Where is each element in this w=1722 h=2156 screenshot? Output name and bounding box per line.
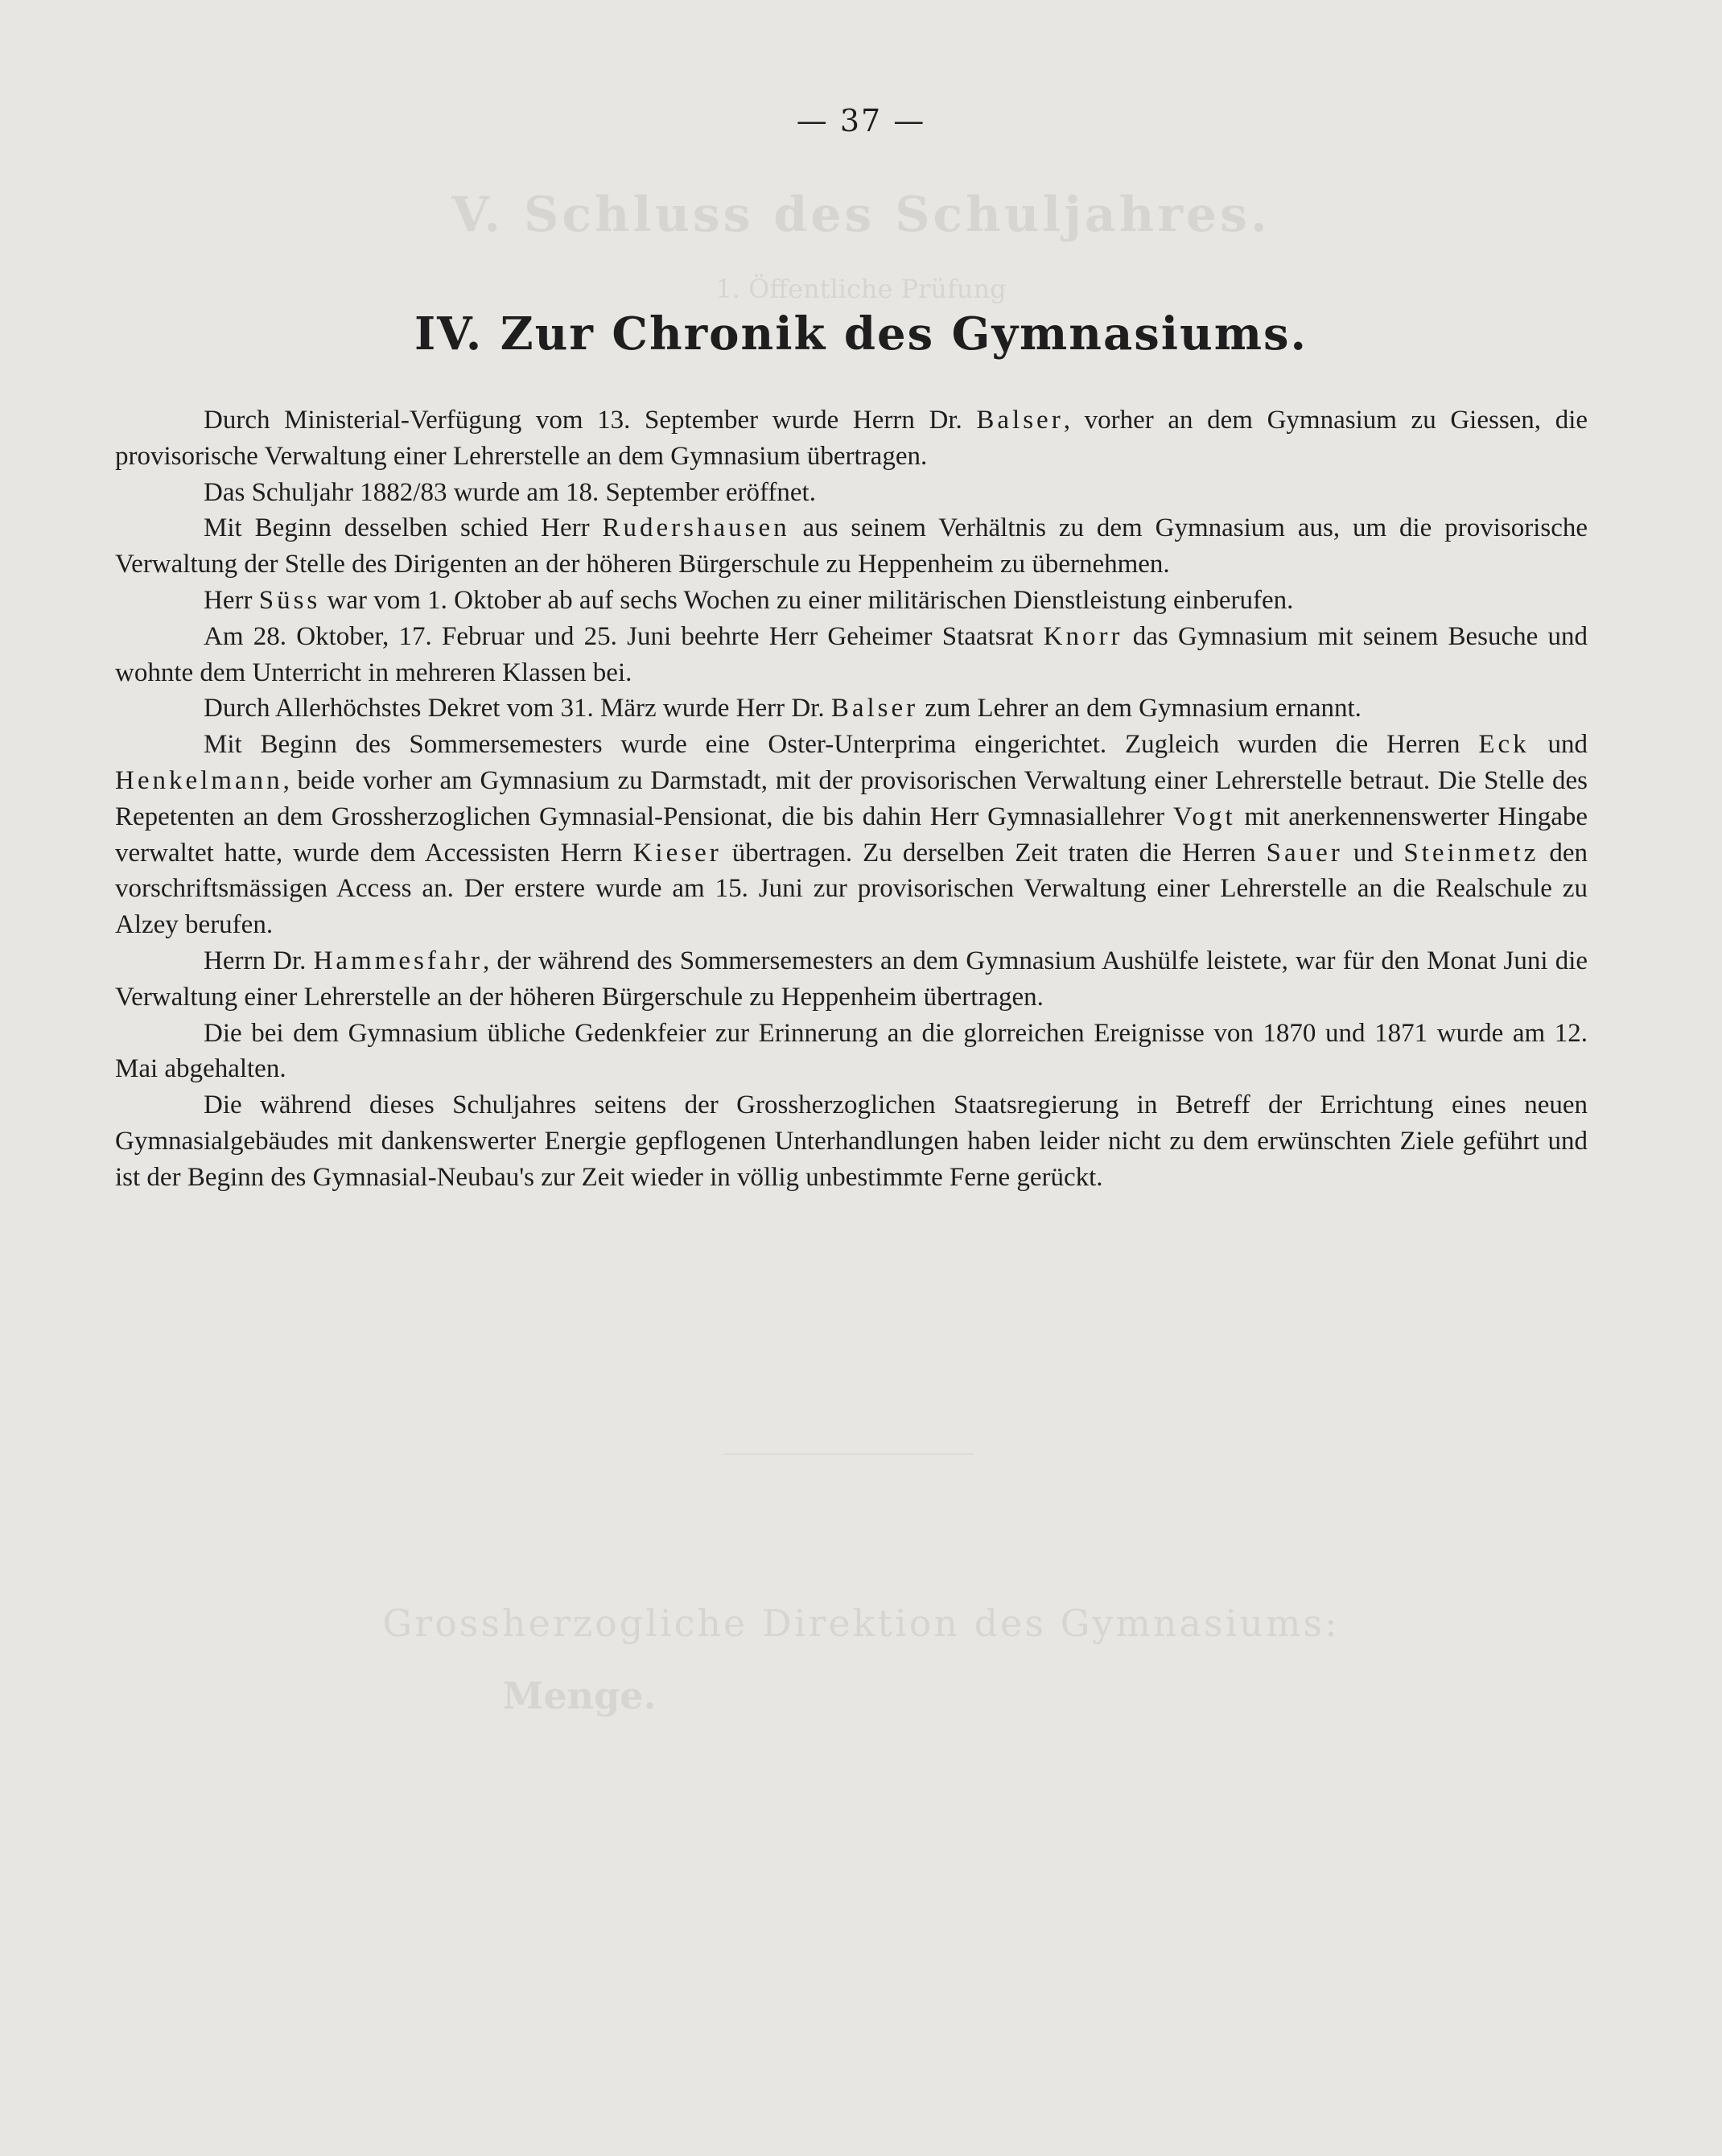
page-number: — 37 — xyxy=(796,103,926,138)
person-name: Rudershausen xyxy=(602,513,790,543)
bleed-through-signature: Grossherzogliche Direktion des Gymnasiums: xyxy=(382,1602,1340,1645)
person-name: Balser xyxy=(830,694,919,723)
paragraph-10: Die während dieses Schuljahres seitens der Grossherzoglichen Staatsregierung in Betreff der Errichtung eines neuen Gymnasialgebäudes mit dankenswerter Energie gepflogenen Unterhandlungen haben leider nicht zu dem erwünschten Ziele geführt und ist der Beginn des Gymnasial-Neubau's zur Zeit wieder in völlig unbestimmte Ferne gerückt. xyxy=(115,1090,1588,1192)
person-name: Kieser xyxy=(632,838,722,868)
paragraph-8: Herrn Dr. Hammesfahr, der während des Sommersemesters an dem Gymnasium Aushülfe leistete, war für den Monat Juni die Verwaltung einer Lehrerstelle an der höheren Bürgerschule zu Heppenheim übertragen. xyxy=(115,946,1588,1012)
section-heading: IV. Zur Chronik des Gymnasiums. xyxy=(414,307,1308,361)
paragraph-1: Durch Ministerial-Verfügung vom 13. September wurde Herrn Dr. Balser, vorher an dem Gymnasium zu Giessen, die provisorische Verwaltung einer Lehrerstelle an dem Gymnasium übertragen. xyxy=(115,406,1588,471)
paragraph-3: Mit Beginn desselben schied Herr Rudershausen aus seinem Verhältnis zu dem Gymnasium aus, um die provisorische Verwaltung der Stelle des Dirigenten an der höheren Bürgerschule zu Heppenheim zu übernehmen. xyxy=(115,513,1588,579)
person-name: Hammesfahr xyxy=(313,946,484,975)
paragraph-6: Durch Allerhöchstes Dekret vom 31. März wurde Herr Dr. Balser zum Lehrer an dem Gymnasium ernannt. xyxy=(204,694,1362,723)
person-name: Süss xyxy=(258,585,321,615)
person-name: Henkelmann xyxy=(115,765,283,795)
person-name: Balser xyxy=(976,406,1064,435)
bleed-through-subtitle: 1. Öffentliche Prüfung xyxy=(715,274,1007,304)
paragraph-2: Das Schuljahr 1882/83 wurde am 18. September eröffnet. xyxy=(204,477,816,507)
paragraph-7: Mit Beginn des Sommersemesters wurde eine Oster-Unterprima eingerichtet. Zugleich wurden die Herren Eck und Henkelmann, beide vorher am Gymnasium zu Darmstadt, mit der provisorischen Verwaltung einer Lehrerstelle betraut. Die Stelle des Repetenten an dem Grossherzoglichen Gymnasial-Pensionat, die bis dahin Herr Gymnasiallehrer Vogt mit anerkennenswerter Hingabe verwaltet hatte, wurde dem Accessisten Herrn Kieser übertragen. Zu derselben Zeit traten die Herren Sauer und Steinmetz den vorschriftsmässigen Access an. Der erstere wurde am 15. Juni zur provisorischen Verwaltung einer Lehrerstelle an die Realschule zu Alzey berufen. xyxy=(115,730,1588,940)
paragraph-9: Die bei dem Gymnasium übliche Gedenkfeier zur Erinnerung an die glorreichen Ereignisse von 1870 und 1871 wurde am 12. Mai abgehalten. xyxy=(115,1018,1588,1084)
bleed-through-name: Menge. xyxy=(502,1674,657,1717)
person-name: Sauer xyxy=(1266,838,1343,868)
person-name: Steinmetz xyxy=(1403,838,1539,868)
paragraph-4: Herr Süss war vom 1. Oktober ab auf sechs Wochen zu einer militärischen Dienstleistung einberufen. xyxy=(204,585,1294,615)
chronicle-body xyxy=(115,402,1588,1196)
bleed-through-rule xyxy=(724,1453,974,1455)
person-name: Knorr xyxy=(1043,621,1123,651)
paragraph-5: Am 28. Oktober, 17. Februar und 25. Juni beehrte Herr Geheimer Staatsrat Knorr das Gymnasium mit seinem Besuche und wohnte dem Unterricht in mehreren Klassen bei. xyxy=(115,621,1588,687)
bleed-through-title: V. Schluss des Schuljahres. xyxy=(451,187,1271,243)
person-name: Eck xyxy=(1478,730,1530,760)
person-name: Vogt xyxy=(1172,802,1236,831)
